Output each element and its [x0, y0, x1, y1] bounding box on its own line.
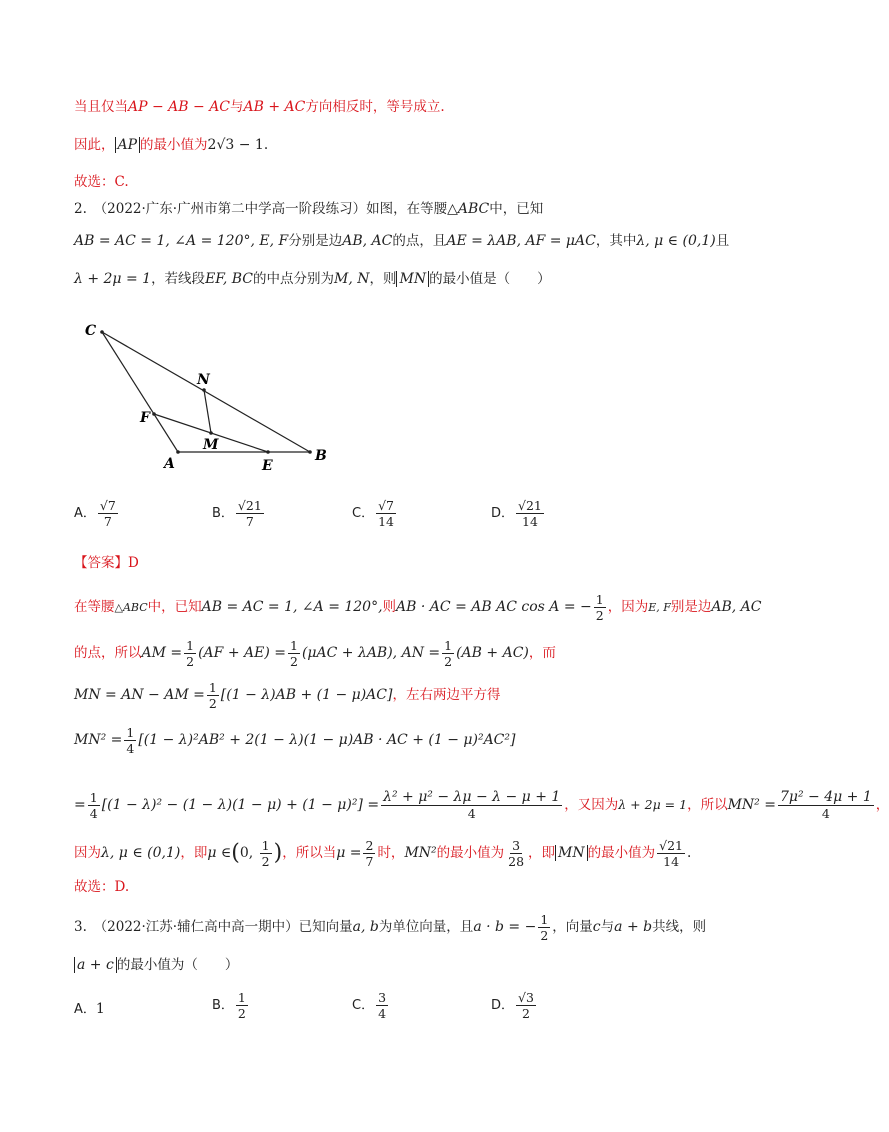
triangle: △ABC [114, 601, 148, 614]
option-letter: B． [212, 506, 234, 521]
text: 的中点分别为 [252, 271, 334, 287]
prev-line-3 [74, 171, 129, 193]
text: 的最小值为 [587, 845, 656, 861]
edge-cb [102, 332, 310, 452]
point-f [152, 412, 156, 416]
q2-options [74, 498, 734, 542]
min-value: 2√3 − 1 [207, 137, 264, 153]
segment-mn [204, 390, 211, 433]
text: ，又因为 [564, 797, 619, 813]
option-den: 7 [103, 514, 112, 529]
option-letter: C． [352, 506, 375, 521]
option-letter: A． [74, 506, 96, 521]
option-a[interactable] [74, 998, 105, 1021]
question-source: （2022·江苏·辅仁高中高一期中）已知向量 [100, 919, 353, 935]
q3-line-1: 3. （2022·江苏·辅仁高中高一期中）已知向量a, b为单位向量，且a · b = − $\frac{1}{2}$ ，向量c与a + b共线，则 [74, 912, 707, 943]
answer-line-7 [74, 876, 129, 898]
math-expr: a + b [614, 919, 653, 935]
text: 的最小值是（ ） [429, 271, 551, 287]
option-den: 14 [378, 514, 394, 529]
math-expr: λ, μ ∈ (0,1) [101, 845, 181, 861]
math-expr: a · b = − [473, 919, 537, 935]
math-expr: AM = [141, 645, 183, 661]
math-expr: (AB + AC) [456, 645, 529, 661]
text: ， [875, 797, 889, 813]
option-letter: D． [491, 506, 515, 521]
abs-mn: MN [555, 845, 588, 861]
text: ，其中 [595, 233, 637, 249]
text: 共线，则 [652, 919, 707, 935]
option-d[interactable] [491, 498, 546, 529]
midpoints: M, N [333, 271, 370, 287]
q3-line-2 [74, 954, 238, 976]
frac-den: 4 [467, 806, 476, 821]
option-num: √3 [518, 990, 534, 1005]
edges: AB, AC [342, 233, 393, 249]
math-expr: AB + AC [243, 99, 306, 115]
label-c: C [85, 323, 97, 339]
text: 方向相反时，等号成立. [305, 99, 445, 115]
text: ，若线段 [151, 271, 206, 287]
option-value: 1 [95, 1001, 105, 1017]
label-n: N [197, 372, 210, 388]
option-den: 14 [522, 514, 538, 529]
option-letter: B． [212, 998, 234, 1013]
text: ，左右两边平方得 [392, 687, 501, 703]
option-den: 4 [378, 1006, 387, 1021]
triangle: △ABC [447, 201, 490, 217]
text: ，即 [528, 845, 556, 861]
point-m [209, 431, 213, 435]
text: . [687, 845, 692, 861]
frac-num: 7μ² − 4μ + 1 [779, 789, 872, 805]
math-expr: μ = [336, 845, 362, 861]
option-num: √7 [99, 498, 116, 513]
label-e: E [262, 458, 273, 474]
text: ，因为 [607, 599, 649, 615]
option-b[interactable] [212, 498, 266, 529]
text: ，所以 [687, 797, 728, 813]
option-num: 3 [378, 990, 387, 1005]
text: ，向量 [552, 919, 593, 935]
option-num: √21 [518, 498, 542, 513]
label-f: F [140, 410, 150, 426]
question-number: 2. [74, 201, 87, 217]
option-num: 1 [237, 990, 246, 1005]
math-expr: MN² [404, 845, 437, 861]
triangle-figure [80, 318, 340, 478]
condition: AB = AC = 1, ∠A = 120°, E, F [74, 233, 289, 249]
math-expr: AB, AC [711, 599, 762, 615]
answer-line-4: MN² = $\frac{1}{4}$ [(1 − λ)²AB² + 2(1 − λ)(1 − μ)AB · AC + (1 − μ)²AC²] [74, 725, 516, 756]
math-expr: E, F [648, 601, 671, 614]
option-den: 2 [522, 1006, 530, 1021]
option-c[interactable] [352, 498, 398, 529]
vector-c: c [592, 919, 601, 935]
option-letter: D． [491, 998, 515, 1013]
text: . [263, 137, 269, 153]
math-expr: = [74, 797, 86, 813]
text: ，而 [528, 645, 556, 661]
option-letter: A． [74, 1002, 96, 1017]
text: 中，已知 [489, 201, 544, 217]
point-a [176, 450, 180, 454]
answer-line-3: MN = AN − AM = $\frac{1}{2}$ [(1 − λ)AB + (1 − μ)AC]，左右两边平方得 [74, 680, 501, 711]
text: 在等腰 [74, 599, 115, 615]
label-m: M [203, 437, 219, 453]
text: 为单位向量，且 [378, 919, 474, 935]
math-expr: [(1 − λ)²AB² + 2(1 − λ)(1 − μ)AB · AC + (1 − μ)²AC²] [138, 732, 516, 748]
option-c[interactable] [352, 990, 390, 1021]
answer-value: D [128, 555, 139, 571]
answer-line-6: 因为λ, μ ∈ (0,1)，即μ ∈(0, $\frac{1}{2}$ )，所以当μ = $\frac{2}{7}$ 时，MN²的最小值为 $\frac{3}{28}$ ，即 MN 的最小值为 $\frac{√21}{14}$ . [74, 838, 692, 869]
math-expr: AB = AC = 1, ∠A = 120°, [201, 599, 383, 615]
question-source: （2022·广东·广州市第二中学高一阶段练习）如图，在等腰 [100, 201, 448, 217]
abs-mn: MN [396, 271, 429, 287]
math-expr: μ ∈ [207, 845, 232, 861]
abs-a-plus-c: a + c [74, 957, 117, 973]
condition: λ + 2μ = 1 [74, 271, 152, 287]
point-c [100, 330, 104, 334]
text: 别是边 [670, 599, 712, 615]
math-expr: λ + 2μ = 1 [618, 797, 688, 812]
math-expr: MN = AN − AM = [74, 687, 205, 703]
math-expr: [(1 − λ)AB + (1 − μ)AC] [220, 687, 393, 703]
condition: AE = λAB, AF = μAC [446, 233, 596, 249]
option-a[interactable] [74, 498, 120, 529]
answer-tag: 【答案】 [74, 555, 128, 571]
label-b: B [315, 448, 327, 464]
label-a: A [164, 456, 175, 472]
option-letter: C． [352, 998, 375, 1013]
abs-ap: AP [115, 137, 141, 153]
text: 与 [230, 99, 244, 115]
text: 则 [382, 599, 397, 615]
text: 当且仅当 [74, 99, 128, 115]
math-expr: AB · AC = AB AC cos A = − [396, 599, 592, 615]
condition: λ, μ ∈ (0,1) [636, 233, 716, 249]
answer-line-1: 在等腰△ABC中，已知AB = AC = 1, ∠A = 120°,则AB · AC = AB AC cos A = − $\frac{1}{2}$ ，因为E, F别是边AB, AC [74, 592, 762, 623]
point-b [308, 450, 312, 454]
segments: EF, BC [205, 271, 253, 287]
text: 因此， [74, 137, 115, 153]
answer-line-5: = $\frac{1}{4}$ [(1 − λ)² − (1 − λ)(1 − μ) + (1 − μ)²] = $\frac{\text{λ² + μ² − λμ − λ − μ + 1}}{4}$ ，又因为λ + 2μ = 1，所以MN² = $\frac{\text{7μ² − 4μ + 1}}{4}$ ， [74, 789, 889, 821]
text: 的点，所以 [74, 645, 142, 661]
answer-line-2: 的点，所以AM = $\frac{1}{2}$ (AF + AE) = $\frac{1}{2}$ (μAC + λAB), AN = $\frac{1}{2}$ (AB + AC)，而 [74, 638, 556, 669]
math-expr: [(1 − λ)² − (1 − λ)(1 − μ) + (1 − μ)²] = [101, 797, 380, 813]
frac-den: 4 [821, 806, 830, 821]
text: 的点，且 [392, 233, 447, 249]
point-n [202, 388, 206, 392]
frac-num: λ² + μ² − λμ − λ − μ + 1 [383, 789, 561, 805]
text: 时， [377, 845, 405, 861]
point-e [266, 450, 270, 454]
text: 的最小值为 [140, 137, 208, 153]
text: 中，已知 [147, 599, 202, 615]
math-expr: MN² = [74, 732, 123, 748]
answer-choice: 故选：C. [74, 174, 129, 190]
text: 因为 [74, 845, 101, 861]
text: ，所以当 [282, 845, 337, 861]
vectors: a, b [352, 919, 379, 935]
math-expr: (μAC + λAB), AN = [301, 645, 441, 661]
option-num: √21 [237, 498, 262, 513]
text: 分别是边 [288, 233, 343, 249]
edge-ca [102, 332, 178, 452]
option-num: √7 [378, 498, 394, 513]
option-den: 2 [237, 1006, 246, 1021]
text: 且 [715, 233, 730, 249]
text: ，即 [180, 845, 208, 861]
q2-line-2 [74, 230, 729, 252]
option-b[interactable] [212, 990, 250, 1021]
option-den: 7 [245, 514, 254, 529]
q3-options [74, 990, 734, 1034]
answer-header [74, 552, 139, 574]
prev-line-2 [74, 134, 268, 156]
prev-line-1 [74, 96, 445, 118]
question-number: 3. [74, 919, 87, 935]
text: 的最小值为（ ） [116, 957, 239, 973]
math-expr: MN² = [727, 797, 776, 813]
q2-line-1 [74, 198, 543, 220]
math-expr: (AF + AE) = [198, 645, 286, 661]
q2-line-3 [74, 268, 551, 290]
answer-choice: 故选：D. [74, 879, 130, 895]
option-d[interactable] [491, 990, 538, 1021]
text: 的最小值为 [436, 845, 505, 861]
text: 与 [600, 919, 615, 935]
math-expr: AP − AB − AC [128, 99, 231, 115]
text: ，则 [369, 271, 397, 287]
